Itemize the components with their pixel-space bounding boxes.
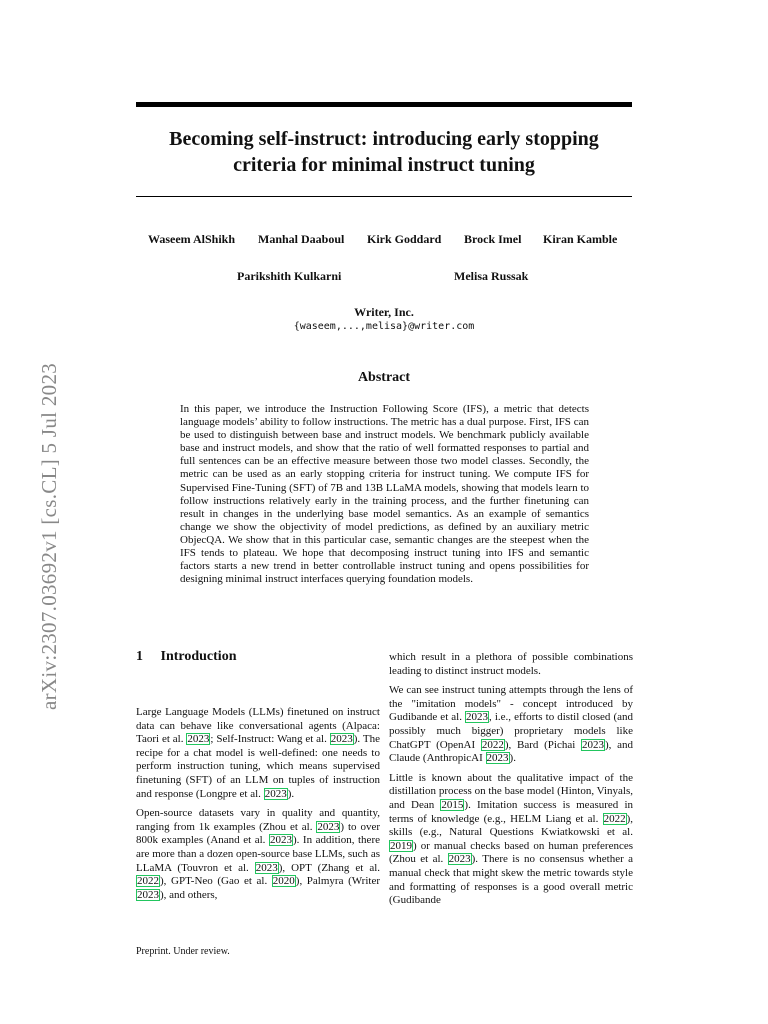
paragraph-text: We can see instruct tuning attempts through the lens of the "imitation models" - concept introduced by Gudibande et al. — [389, 684, 633, 724]
author-name: Waseem AlShikh — [148, 232, 236, 246]
citation-link[interactable]: 2023 — [486, 752, 509, 765]
paper-title — [136, 126, 632, 178]
paragraph-text: ), skills (e.g., Natural Questions Kwiatkowski et al. — [389, 812, 633, 839]
paragraph-text: ), and Claude (AnthropicAI — [389, 738, 633, 765]
citation-link[interactable]: 2015 — [441, 798, 464, 811]
paragraph-text: ) or manual checks based on human preferences (Zhou et al. — [389, 839, 633, 866]
intro-paragraph — [389, 651, 633, 678]
citation-link[interactable]: 2019 — [390, 839, 412, 852]
section-heading — [136, 649, 236, 665]
citation-link[interactable]: 2023 — [317, 820, 340, 833]
paragraph-text: Open-source datasets vary in quality and quantity, ranging from 1k examples (Zhou et al. — [136, 807, 380, 833]
citation-link[interactable]: 2022 — [481, 738, 504, 751]
paragraph-text: ). Imitation success is measured in terms of knowledge (e.g., HELM Liang et al. — [389, 798, 633, 825]
citation-link[interactable]: 2023 — [187, 733, 210, 746]
paragraph-text: ). There is no consensus whether a manual check that might skew the metric towards style and formatting of responses is a good overall metric (Gudibande — [389, 853, 633, 907]
author-name: Kirk Goddard — [367, 232, 442, 246]
section-title: Introduction — [160, 649, 237, 664]
citation-link[interactable]: 2020 — [272, 875, 295, 888]
paragraph-text: , i.e., efforts to distil closed (and possibly much bigger) proprietary models like ChatGPT (OpenAI — [389, 711, 633, 751]
paragraph-text: ) to over 800k examples (Anand et al. — [136, 820, 380, 847]
author-name: Kiran Kamble — [543, 232, 618, 246]
affiliation: Writer, Inc. — [354, 305, 414, 319]
paragraph-text: ), GPT-Neo (Gao et al. — [160, 875, 272, 888]
paragraph-text: ). — [509, 752, 516, 765]
author-name: Melisa Russak — [454, 269, 529, 283]
paragraph-text: ), Bard (Pichai — [504, 738, 581, 751]
title-line-2: criteria for minimal instruct tuning — [233, 154, 535, 176]
citation-link[interactable]: 2023 — [137, 888, 159, 901]
paragraph-text: Little is known about the qualitative impact of the distillation process on the base model (Hinton, Vinyals, and Dean — [389, 771, 633, 811]
right-column — [389, 651, 633, 914]
citation-link[interactable]: 2023 — [255, 861, 278, 874]
paragraph-text: ). In addition, there are more than a dozen open-source base LLMs, such as LLaMA (Touvron et al. — [136, 834, 380, 874]
footer-note: Preprint. Under review. — [136, 946, 230, 957]
paragraph-text: ). — [287, 787, 295, 800]
author-name: Parikshith Kulkarni — [237, 269, 342, 283]
author-email: {waseem,...,melisa}@writer.com — [293, 321, 475, 332]
paragraph-text: ), Palmyra (Writer — [295, 875, 380, 888]
paragraph-text: ), and others, — [160, 888, 218, 901]
intro-paragraph — [389, 684, 633, 766]
citation-link[interactable]: 2023 — [264, 787, 287, 800]
citation-link[interactable]: 2023 — [581, 738, 604, 751]
author-name: Manhal Daaboul — [258, 232, 345, 246]
arxiv-stamp: arXiv:2307.03692v1 [cs.CL] 5 Jul 2023 — [37, 362, 61, 710]
abstract-heading: Abstract — [357, 370, 411, 385]
title-line-1: Becoming self-instruct: introducing early stopping — [169, 128, 599, 150]
paragraph-text: ), OPT (Zhang et al. — [278, 861, 381, 874]
paragraph-text: ). The recipe for a chat model is well-defined: one needs to perform instruction tuning, which means supervised finetuning (SFT) of an LLM on tuples of instruction and response (Longpre et al. — [136, 733, 380, 800]
citation-link[interactable]: 2023 — [330, 733, 353, 746]
title-bottom-rule — [136, 196, 632, 197]
paragraph-text: Large Language Models (LLMs) finetuned on instruct data can behave like conversational agents (Alpaca: Taori et al. — [136, 706, 380, 746]
paragraph-text: ; Self-Instruct: Wang et al. — [210, 733, 330, 746]
title-top-rule — [136, 102, 632, 107]
author-name: Brock Imel — [464, 232, 522, 246]
abstract-text: In this paper, we introduce the Instruction Following Score (IFS), a metric that detects language models’ ability to follow instructions. The metric has a dual purpose. First, IFS can be used to distinguish between base and instruct models. We benchmark publicly available base and instruct models, and show that the ratio of well formatted responses to partial and full sentences can be an effective measure between those two model classes. Secondly, the metric can be used as an early stopping criteria for instruct tuning. We compute IFS for Supervised Fine-Tuning (SFT) of 7B and 13B LLaMA models, showing that models learn to follow instructions relatively early in the training process, and the further finetuning can result in changes in the underlying base model semantics. As an example of semantics change we show the objectivity of model predictions, as defined by an auxiliary metric ObjecQA. We show that in this particular case, semantic changes are the steepest when the IFS tends to plateau. We hope that decomposing instruct tuning into IFS and semantic factors starts a new trend in better controllable instruct tuning and opens possibilities for designing minimal instruct interfaces querying foundation models. — [180, 403, 589, 586]
paragraph-text: which result in a plethora of possible combinations leading to distinct instruct models. — [389, 651, 633, 677]
intro-paragraph — [136, 807, 380, 902]
intro-paragraph — [389, 772, 633, 908]
citation-link[interactable]: 2022 — [137, 875, 159, 888]
left-column — [136, 706, 380, 908]
citation-link[interactable]: 2023 — [466, 711, 489, 724]
section-number: 1 — [136, 649, 143, 664]
intro-paragraph — [136, 706, 380, 801]
citation-link[interactable]: 2022 — [603, 812, 626, 825]
citation-link[interactable]: 2023 — [269, 834, 292, 847]
citation-link[interactable]: 2023 — [448, 853, 471, 866]
